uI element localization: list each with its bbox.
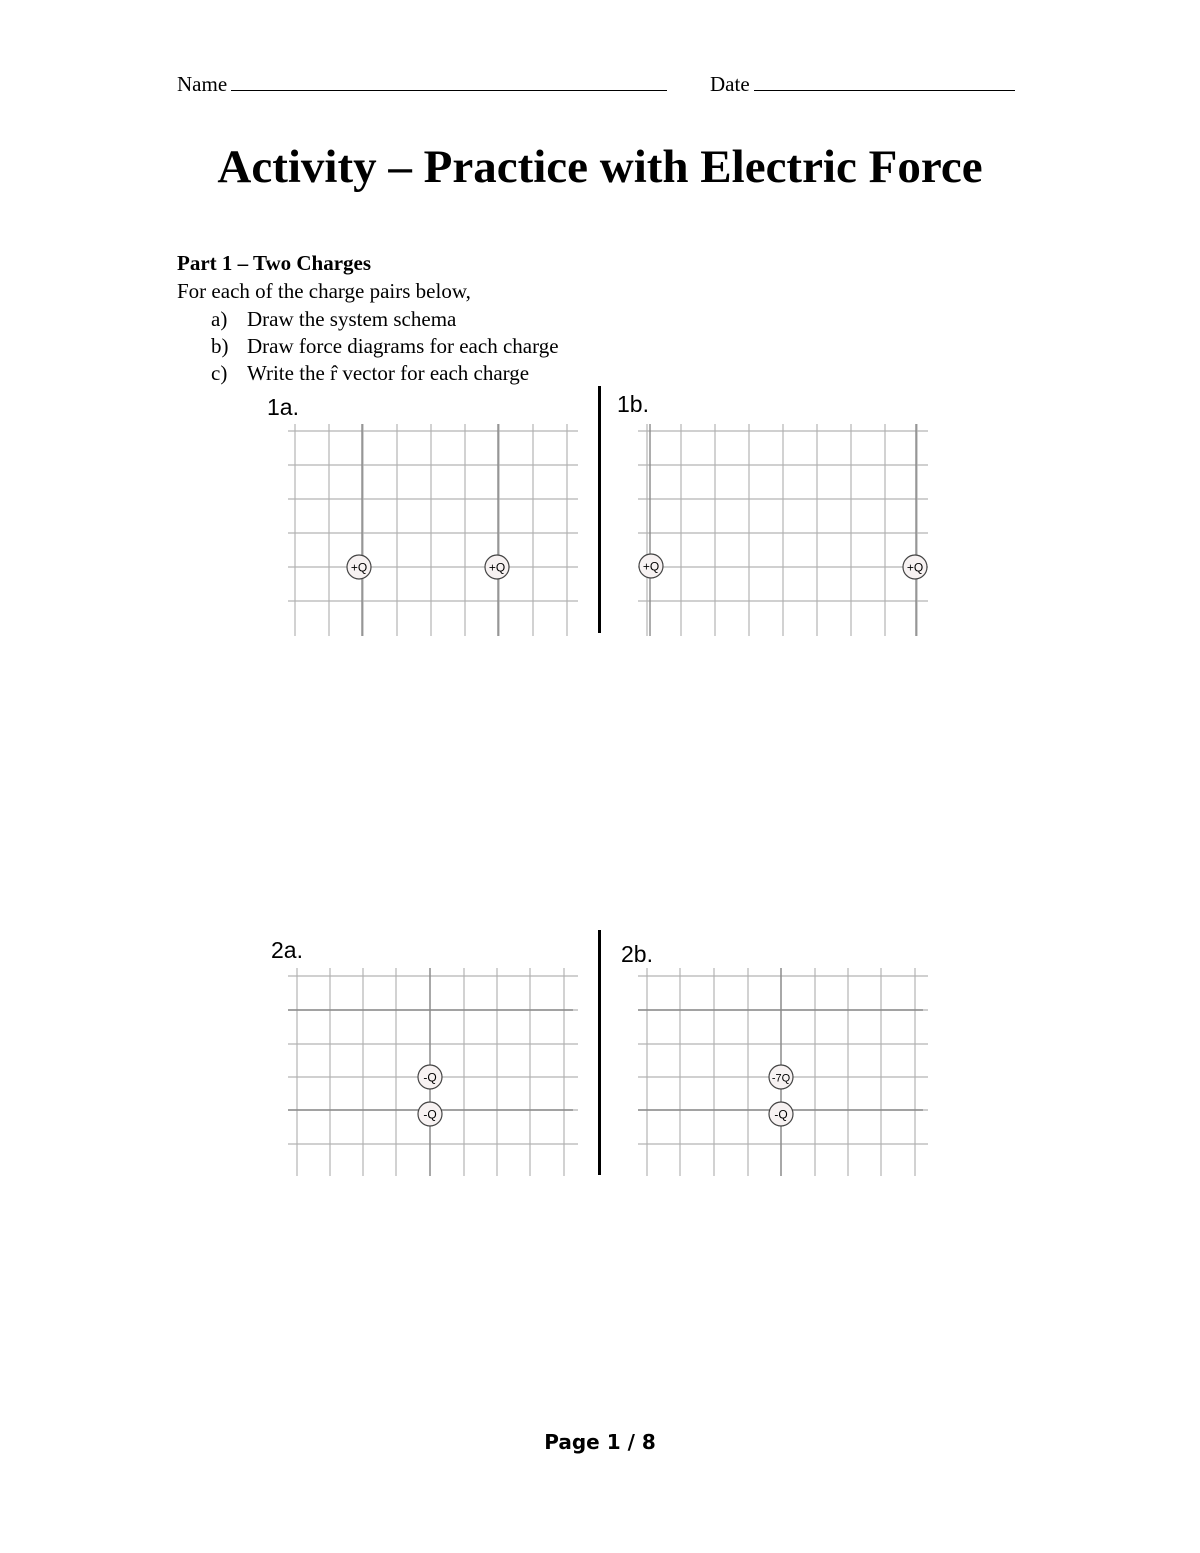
charge-marker: [485, 555, 509, 579]
instruction-text: Draw force diagrams for each charge: [247, 334, 559, 358]
instruction-item: [211, 361, 529, 386]
charge-label: -Q: [423, 1107, 437, 1122]
page-title: Activity – Practice with Electric Force: [217, 141, 983, 193]
charge-label: -Q: [423, 1070, 437, 1085]
diagram-divider: [598, 930, 601, 1175]
charge-label: +Q: [350, 560, 368, 575]
instruction-letter: c): [211, 361, 228, 385]
diagram-label-1a: 1a.: [267, 394, 299, 420]
charge-marker: [903, 555, 927, 579]
part1-intro: For each of the charge pairs below,: [177, 279, 471, 303]
name-blank-line[interactable]: [231, 74, 667, 91]
charge-marker: [418, 1102, 442, 1126]
charge-label: -7Q: [771, 1072, 791, 1085]
part1-heading: Part 1 – Two Charges: [177, 251, 372, 275]
charge-grid-2b[interactable]: [638, 968, 928, 1176]
charge-grid-1b[interactable]: [638, 424, 928, 636]
charge-label: +Q: [642, 559, 660, 574]
instruction-text: Write the r̂ vector for each charge: [247, 361, 530, 385]
diagram-divider: [598, 386, 601, 633]
date-blank-line[interactable]: [754, 74, 1015, 91]
page-number: Page 1 / 8: [544, 1430, 656, 1454]
instruction-item: [211, 307, 456, 332]
charge-label: +Q: [488, 560, 506, 575]
name-field[interactable]: [177, 72, 677, 97]
date-label: Date: [710, 72, 750, 96]
charge-label: +Q: [906, 560, 924, 575]
date-field[interactable]: [710, 72, 1026, 97]
diagram-label-1b: 1b.: [617, 391, 649, 417]
charge-grid-1a[interactable]: [288, 424, 578, 636]
instruction-item: [211, 334, 559, 359]
instruction-text: Draw the system schema: [247, 307, 457, 331]
charge-marker: [769, 1102, 793, 1126]
charge-marker: [769, 1065, 793, 1089]
charge-marker: [639, 554, 663, 578]
diagram-label-2b: 2b.: [621, 941, 653, 967]
charge-marker: [347, 555, 371, 579]
name-label: Name: [177, 72, 228, 96]
diagram-label-2a: 2a.: [271, 937, 303, 963]
charge-label: -Q: [774, 1107, 788, 1122]
instruction-letter: a): [211, 307, 228, 331]
instruction-letter: b): [211, 334, 229, 358]
charge-grid-2a[interactable]: [288, 968, 578, 1176]
charge-marker: [418, 1065, 442, 1089]
